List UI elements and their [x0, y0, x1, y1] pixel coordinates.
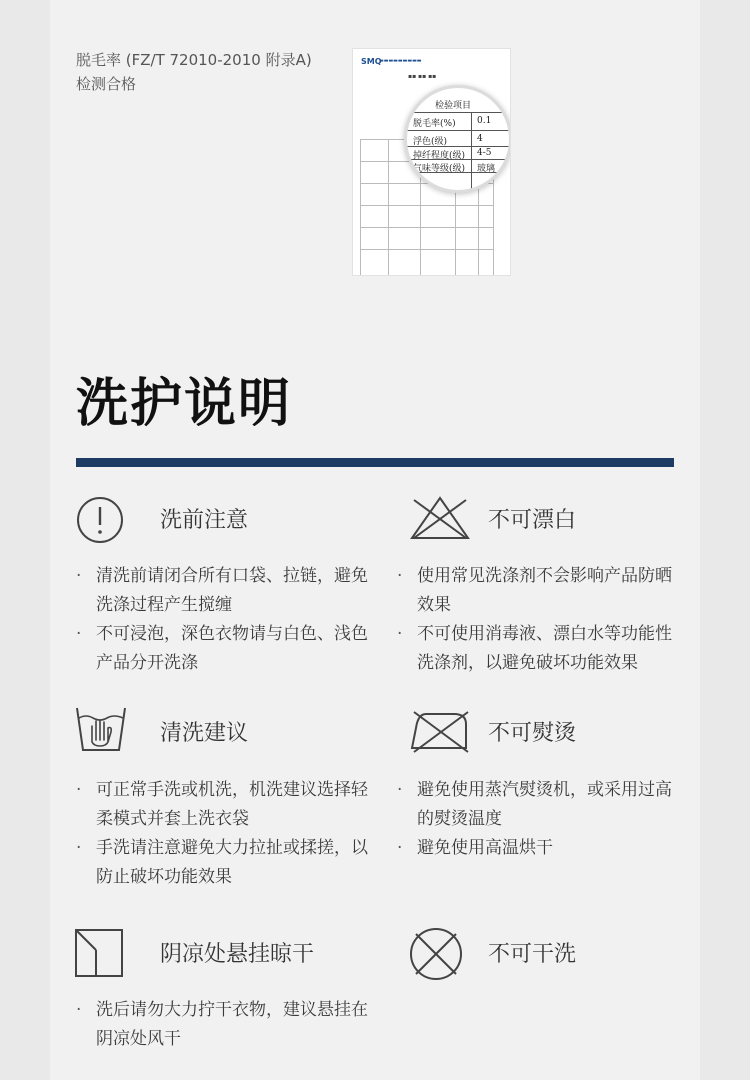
magnified-row-value: 0.1: [477, 116, 492, 126]
section-title-precautions: 洗前注意: [160, 508, 249, 533]
report-logo: SMQ: [361, 57, 382, 66]
no-iron-icon: [408, 708, 472, 754]
section-title-washing: 清洗建议: [160, 721, 249, 746]
section-title-no-bleach: 不可漂白: [488, 508, 577, 533]
test-result-note: [76, 48, 312, 96]
list-item: · 避免使用蒸汽熨烫机，或采用过高的熨烫温度: [397, 780, 672, 829]
magnified-row-header: 检验项目: [435, 101, 472, 111]
title-divider: [76, 458, 674, 467]
magnified-row-label: 掉纤程度(级): [413, 151, 466, 161]
section-title-dry: 阴凉处悬挂晾干: [160, 942, 315, 967]
test-standard-text: 脱毛率 (FZ/T 72010-2010 附录A): [76, 51, 312, 69]
magnified-row-value: 4: [477, 134, 483, 144]
hand-wash-icon: [74, 704, 128, 754]
list-item: · 手洗请注意避免大力拉扯或揉搓，以防止破坏功能效果: [76, 838, 368, 887]
warning-circle-icon: [76, 496, 124, 544]
page-title: 洗护说明: [76, 374, 293, 434]
magnified-row-label: 脱毛率(%): [413, 119, 456, 129]
report-logo-sub: ▬▬▬▬▬▬▬▬▬: [379, 58, 422, 64]
no-iron-list: [397, 776, 682, 863]
list-item: · 可正常手洗或机洗，机洗建议选择轻柔模式并套上洗衣袋: [76, 780, 368, 829]
magnified-row-value: 玻璃: [477, 164, 496, 174]
section-title-no-iron: 不可熨烫: [488, 721, 577, 746]
magnified-row-label: 浮色(级): [413, 137, 448, 147]
report-magnifier: [404, 85, 511, 193]
list-item: · 避免使用高温烘干: [397, 838, 553, 858]
list-item: · 使用常见洗涤剂不会影响产品防晒效果: [397, 566, 672, 615]
no-bleach-list: [397, 562, 682, 678]
list-item: · 清洗前请闭合所有口袋、拉链，避免洗涤过程产生搅缠: [76, 566, 368, 615]
list-item: · 洗后请勿大力拧干衣物，建议悬挂在阴凉处风干: [76, 1000, 368, 1049]
shade-dry-icon: [74, 928, 124, 978]
list-item: · 不可浸泡，深色衣物请与白色、浅色产品分开洗涤: [76, 624, 368, 673]
report-title: ▪▪ ▪▪ ▪▪: [408, 73, 437, 80]
magnified-row-label: 气味等级(级): [413, 164, 466, 174]
no-dry-clean-icon: [408, 926, 464, 982]
test-result-text: 检测合格: [76, 75, 137, 93]
test-report-image: [352, 48, 511, 276]
list-item: · 不可使用消毒液、漂白水等功能性洗涤剂，以避免破坏功能效果: [397, 624, 672, 673]
no-bleach-icon: [408, 494, 472, 542]
section-title-no-dry-clean: 不可干洗: [488, 942, 577, 967]
dry-list: [76, 996, 382, 1054]
magnified-row-value: 4-5: [477, 148, 492, 158]
washing-list: [76, 776, 382, 892]
precautions-list: [76, 562, 378, 678]
